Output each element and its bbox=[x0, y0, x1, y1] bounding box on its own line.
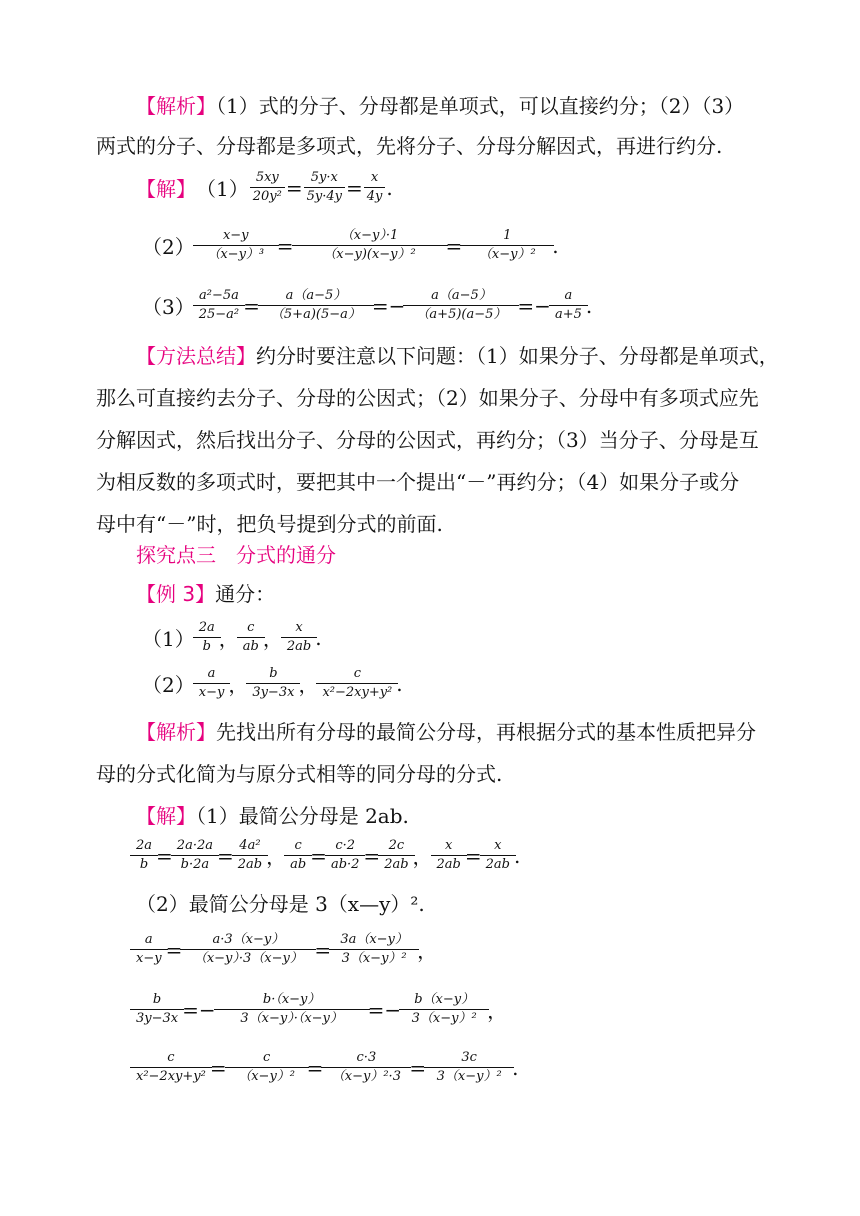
solution-b-line1 bbox=[136, 802, 409, 830]
operator: = bbox=[445, 233, 463, 258]
numerator: 3c bbox=[461, 1050, 477, 1065]
numerator: 4a² bbox=[239, 838, 261, 853]
solution-1-line bbox=[136, 170, 393, 205]
denominator: 3（x−y）² bbox=[399, 1009, 489, 1027]
item-index: （3） bbox=[142, 295, 195, 319]
denominator: 2ab bbox=[480, 855, 516, 873]
fraction bbox=[217, 992, 367, 1027]
numerator: a bbox=[144, 932, 153, 947]
denominator: 20y² bbox=[250, 187, 285, 205]
operator: ， bbox=[218, 627, 239, 651]
summary-line2 bbox=[96, 384, 759, 412]
denominator: （x−y）² bbox=[225, 1067, 309, 1085]
operator: ， bbox=[487, 999, 508, 1023]
operator: = bbox=[345, 175, 363, 200]
solution-tag: 【解】 bbox=[136, 804, 196, 828]
denominator: 2ab bbox=[378, 855, 414, 873]
numerator: a（a−5） bbox=[431, 288, 492, 303]
denominator: ab bbox=[284, 855, 312, 873]
summary-tag: 【方法总结】 bbox=[136, 344, 256, 368]
denominator: 3（x−y）² bbox=[329, 949, 419, 967]
fraction bbox=[228, 1050, 306, 1085]
fraction bbox=[364, 170, 386, 205]
fraction bbox=[552, 288, 585, 323]
summary-text-1: 约分时要注意以下问题：（1）如果分子、分母都是单项式， bbox=[256, 344, 779, 368]
denominator: （x−y）³ bbox=[193, 245, 279, 263]
fraction bbox=[427, 1050, 511, 1085]
numerator: c·2 bbox=[335, 838, 356, 853]
operator: = bbox=[310, 843, 327, 868]
denominator: （a+5)(a−5） bbox=[403, 305, 519, 323]
fraction bbox=[319, 666, 395, 701]
operator: = bbox=[363, 843, 381, 868]
solution-b-line2 bbox=[136, 890, 425, 918]
analysis-paragraph-line1 bbox=[136, 92, 744, 120]
operator: = bbox=[409, 1055, 427, 1080]
fraction bbox=[402, 992, 486, 1027]
analysis-text-1: （1）式的分子、分母都是单项式，可以直接约分；（2）（3） bbox=[216, 94, 745, 118]
denominator: （x−y）·3（x−y） bbox=[180, 949, 316, 967]
fraction bbox=[133, 1050, 209, 1085]
analysis-text-2: 两式的分子、分母都是多项式，先将分子、分母分解因式，再进行约分. bbox=[96, 134, 723, 158]
operator: . bbox=[512, 1055, 519, 1080]
operator: . bbox=[315, 625, 322, 650]
numerator: 2a bbox=[136, 838, 153, 853]
denominator: 2ab bbox=[281, 637, 317, 655]
numerator: b bbox=[269, 666, 278, 681]
fraction bbox=[133, 932, 165, 967]
fraction bbox=[287, 838, 309, 873]
numerator: 2a bbox=[198, 620, 215, 635]
denominator: （x−y)(x−y）² bbox=[292, 245, 448, 263]
fraction bbox=[261, 288, 371, 323]
numerator: 3a（x−y） bbox=[340, 932, 408, 947]
numerator: c bbox=[247, 620, 255, 635]
fraction bbox=[295, 228, 445, 263]
operator: = bbox=[306, 1055, 324, 1080]
denominator: （5+a)(5−a） bbox=[258, 305, 374, 323]
solution-b-text-2: （2）最简公分母是 3（x—y）². bbox=[136, 892, 425, 916]
solution-b-text-1: （1）最简公分母是 2ab. bbox=[196, 804, 409, 828]
operator: =− bbox=[371, 293, 406, 318]
operator: ， bbox=[298, 673, 319, 697]
denominator: 3y−3x bbox=[246, 683, 300, 701]
denominator: a+5 bbox=[549, 305, 588, 323]
analysis-tag: 【解析】 bbox=[136, 720, 216, 744]
operator: ， bbox=[417, 939, 438, 963]
numerator: b bbox=[152, 992, 162, 1007]
fraction bbox=[196, 666, 228, 701]
denominator: （x−y）² bbox=[460, 245, 554, 263]
operator: . bbox=[585, 293, 593, 318]
numerator: a bbox=[564, 288, 573, 303]
section-title: 探究点三 分式的通分 bbox=[136, 543, 336, 567]
numerator: x−y bbox=[222, 228, 249, 243]
denominator: 3（x−y）·（x−y） bbox=[214, 1009, 370, 1027]
solution-b-fractions-2 bbox=[132, 932, 437, 967]
fraction bbox=[381, 838, 411, 873]
operator: = bbox=[243, 293, 260, 318]
analysis-paragraph-line2 bbox=[96, 132, 722, 160]
fraction bbox=[235, 838, 265, 873]
fraction bbox=[483, 838, 513, 873]
numerator: x bbox=[370, 170, 379, 185]
numerator: b·（x−y） bbox=[262, 992, 321, 1007]
analysis-2-text-1: 先找出所有分母的最简公分母，再根据分式的基本性质把异分 bbox=[216, 720, 756, 744]
denominator: x²−2xy+y² bbox=[316, 683, 398, 701]
operator: ， bbox=[228, 673, 249, 697]
denominator: ab bbox=[237, 637, 265, 655]
denominator: 5y·4y bbox=[304, 187, 345, 205]
numerator: c bbox=[294, 838, 302, 853]
item-index: （2） bbox=[142, 235, 195, 259]
summary-text-3: 分解因式，然后找出分子、分母的公因式，再约分；（3）当分子、分母是互 bbox=[96, 428, 759, 452]
analysis-tag: 【解析】 bbox=[136, 94, 216, 118]
solution-3-line bbox=[142, 288, 592, 323]
numerator: （x−y）·1 bbox=[340, 228, 399, 243]
denominator: x−y bbox=[130, 949, 168, 967]
item-index: （1） bbox=[196, 177, 249, 201]
fraction bbox=[434, 838, 464, 873]
operator: =− bbox=[182, 997, 216, 1022]
fraction bbox=[196, 620, 218, 655]
operator: . bbox=[513, 843, 521, 868]
summary-text-4: 为相反数的多项式时，要把其中一个提出“－”再约分；（4）如果分子或分 bbox=[96, 470, 740, 494]
numerator: x bbox=[295, 620, 303, 635]
fraction bbox=[463, 228, 551, 263]
denominator: ab·2 bbox=[325, 855, 365, 873]
summary-line1 bbox=[136, 342, 779, 370]
operator: = bbox=[314, 937, 332, 962]
example-3-item-2 bbox=[142, 666, 403, 701]
analysis-2-text-2: 母的分式化简为与原分式相等的同分母的分式. bbox=[96, 762, 503, 786]
fraction bbox=[183, 932, 313, 967]
solution-2-line bbox=[142, 228, 559, 263]
operator: = bbox=[464, 843, 482, 868]
fraction bbox=[284, 620, 314, 655]
summary-line5 bbox=[96, 510, 443, 538]
numerator: c·3 bbox=[356, 1050, 377, 1065]
operator: =− bbox=[367, 997, 402, 1022]
example-3-line bbox=[136, 580, 275, 608]
operator: =− bbox=[517, 293, 551, 318]
denominator: b bbox=[193, 637, 221, 655]
denominator: x−y bbox=[193, 683, 231, 701]
operator: = bbox=[165, 937, 183, 962]
operator: . bbox=[552, 233, 559, 258]
denominator: 3（x−y）² bbox=[424, 1067, 514, 1085]
operator: = bbox=[209, 1055, 227, 1080]
denominator: 4y bbox=[364, 187, 386, 205]
fraction bbox=[406, 288, 516, 323]
solution-tag: 【解】 bbox=[136, 177, 196, 201]
operator: ， bbox=[412, 845, 433, 869]
numerator: c bbox=[167, 1050, 175, 1065]
fraction bbox=[304, 170, 345, 205]
fraction bbox=[196, 288, 242, 323]
example-text: 通分： bbox=[215, 582, 276, 606]
item-index: （1） bbox=[142, 627, 195, 651]
analysis-2-line1 bbox=[136, 718, 756, 746]
denominator: b·2a bbox=[171, 855, 219, 873]
solution-b-fractions-1 bbox=[132, 838, 520, 873]
solution-b-fractions-4 bbox=[132, 1050, 519, 1085]
fraction bbox=[174, 838, 216, 873]
denominator: 2ab bbox=[232, 855, 268, 873]
summary-line3 bbox=[96, 426, 759, 454]
numerator: x bbox=[445, 838, 453, 853]
fraction bbox=[196, 228, 276, 263]
operator: . bbox=[386, 175, 393, 200]
fraction bbox=[332, 932, 416, 967]
denominator: （x−y）²·3 bbox=[321, 1067, 411, 1085]
example-tag: 【例 3】 bbox=[136, 582, 216, 606]
fraction bbox=[250, 170, 285, 205]
analysis-2-line2 bbox=[96, 760, 502, 788]
denominator: x²−2xy+y² bbox=[130, 1067, 212, 1085]
operator: ， bbox=[262, 627, 283, 651]
summary-line4 bbox=[96, 468, 739, 496]
denominator: 3y−3x bbox=[130, 1009, 184, 1027]
fraction bbox=[240, 620, 262, 655]
operator: . bbox=[396, 671, 403, 696]
operator: = bbox=[156, 843, 173, 868]
section-heading bbox=[136, 541, 336, 569]
denominator: 25−a² bbox=[193, 305, 245, 323]
operator: = bbox=[285, 175, 303, 200]
numerator: a²−5a bbox=[198, 288, 239, 303]
numerator: a（a−5） bbox=[285, 288, 347, 303]
fraction bbox=[328, 838, 362, 873]
numerator: 1 bbox=[503, 228, 512, 243]
operator: = bbox=[276, 233, 294, 258]
numerator: 2c bbox=[388, 838, 405, 853]
denominator: 2ab bbox=[431, 855, 467, 873]
solution-b-fractions-3 bbox=[132, 992, 507, 1027]
numerator: 5y·x bbox=[310, 170, 338, 185]
numerator: c bbox=[262, 1050, 271, 1065]
numerator: a·3（x−y） bbox=[212, 932, 285, 947]
numerator: a bbox=[207, 666, 216, 681]
item-index: （2） bbox=[142, 673, 195, 697]
numerator: 5xy bbox=[255, 170, 279, 185]
fraction bbox=[133, 838, 155, 873]
denominator: b bbox=[130, 855, 158, 873]
fraction bbox=[249, 666, 297, 701]
numerator: x bbox=[494, 838, 502, 853]
numerator: 2a·2a bbox=[176, 838, 213, 853]
summary-text-5: 母中有“－”时，把负号提到分式的前面. bbox=[96, 512, 443, 536]
numerator: c bbox=[353, 666, 361, 681]
summary-text-2: 那么可直接约去分子、分母的公因式；（2）如果分子、分母中有多项式应先 bbox=[96, 386, 759, 410]
example-3-item-1 bbox=[142, 620, 322, 655]
operator: ， bbox=[266, 845, 287, 869]
operator: = bbox=[216, 843, 234, 868]
fraction bbox=[324, 1050, 408, 1085]
numerator: b（x−y） bbox=[414, 992, 475, 1007]
fraction bbox=[133, 992, 181, 1027]
